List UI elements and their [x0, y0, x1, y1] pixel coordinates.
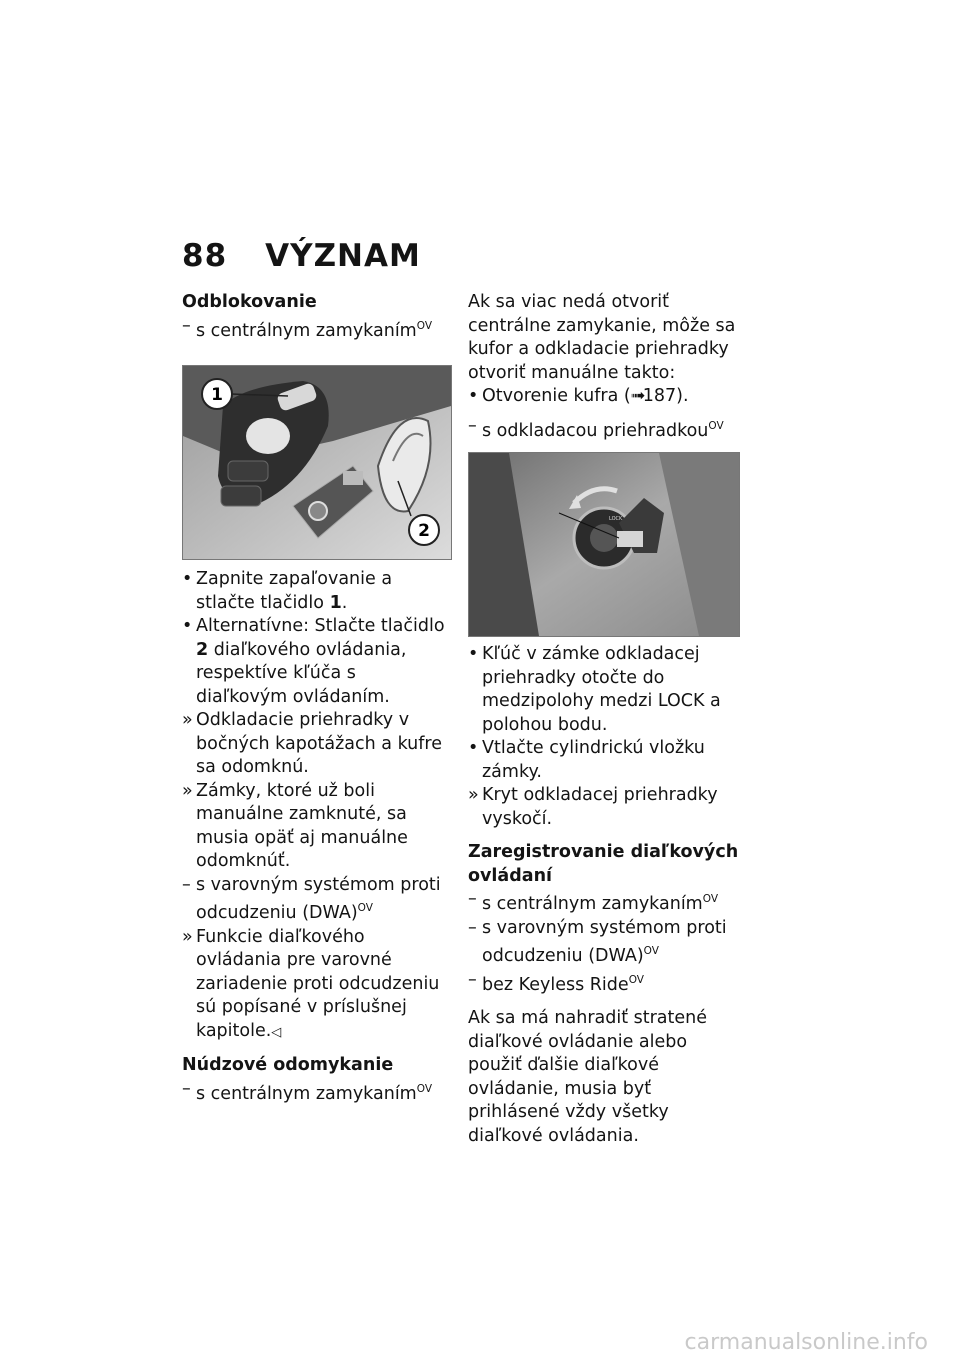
page-header	[182, 238, 421, 274]
condition-central-locking-2: – s centrálnym zamykaním$^{OV}$	[182, 1078, 432, 1104]
step-turn-key: • Kľúč v zámke odkladacej priehradky otočte do medzipolohy medzi LOCK a polohou bodu.	[468, 644, 721, 735]
page-number: 88	[182, 238, 228, 274]
result-compartments-unlocked: » Odkladacie priehradky v bočných kapotážach a kufre sa odomknú.	[182, 710, 443, 777]
ov-superscript: OV	[416, 319, 432, 332]
intro-paragraph: Ak sa viac nedá otvoriť centrálne zamykanie, môže sa kufor a odkladacie priehradky otvoriť manuálne takto:	[468, 292, 736, 383]
page-title: VÝZNAM	[265, 238, 421, 274]
final-paragraph: Ak sa má nahradiť stratené diaľkové ovládanie alebo použiť ďalšie diaľkové ovládanie, musia byť prihlásené vždy všetky diaľkové ovládania.	[468, 1008, 708, 1146]
step-ignition: • Zapnite zapaľovanie a stlačte tlačidlo 1.	[182, 569, 393, 613]
bullet-open-case: • Otvorenie kufra (➟187).	[468, 385, 740, 409]
condition-central-locking: – s centrálnym zamykaním$^{OV}$	[182, 315, 432, 341]
page-reference-arrow-icon: ➟	[630, 386, 646, 406]
figure-compartment-lock	[468, 452, 740, 637]
dash-mark: –	[182, 315, 191, 336]
callout-1: 1	[211, 385, 223, 405]
condition-central-locking-3: – s centrálnym zamykaním$^{OV}$	[468, 889, 718, 914]
heading-unlock: Odblokovanie	[182, 292, 317, 312]
condition-no-keyless: – bez Keyless Ride$^{OV}$	[468, 969, 644, 995]
watermark: carmanualsonline.info	[684, 1330, 928, 1355]
condition-compartment: – s odkladacou priehradkou$^{OV}$	[468, 415, 724, 441]
callout-2: 2	[418, 521, 430, 541]
end-mark: ◁	[271, 1024, 282, 1040]
condition-dwa: – s varovným systémom proti odcudzeniu (DWA)$^{OV}$	[182, 874, 441, 923]
lock-illustration	[469, 453, 739, 636]
heading-register-remotes: Zaregistrovanie diaľkových ovládaní	[468, 842, 739, 886]
left-column	[182, 291, 450, 1106]
result-manual-locks: » Zámky, ktoré už boli manuálne zamknuté, sa musia opäť aj manuálne odomknúť.	[182, 780, 408, 871]
handlebar-illustration	[183, 366, 451, 559]
step-alternative: • Alternatívne: Stlačte tlačidlo 2 diaľkového ovládania, respektíve kľúča s diaľkovým ovládaním.	[182, 616, 445, 707]
lock-label: LOCK	[609, 516, 623, 522]
heading-emergency-unlock: Núdzové odomykanie	[182, 1055, 394, 1075]
condition-dwa-2: – s varovným systémom proti odcudzeniu (DWA)$^{OV}$	[468, 917, 727, 966]
step-press-cylinder: • Vtlačte cylindrickú vložku zámky.	[468, 738, 705, 782]
result-dwa-functions: » Funkcie diaľkového ovládania pre varovné zariadenie proti odcudzeniu sú popísané v príslušnej kapitole.◁	[182, 926, 440, 1041]
right-column	[468, 291, 740, 1148]
result-cover-pops: » Kryt odkladacej priehradky vyskočí.	[468, 785, 718, 829]
figure-handlebar-buttons	[182, 365, 452, 560]
